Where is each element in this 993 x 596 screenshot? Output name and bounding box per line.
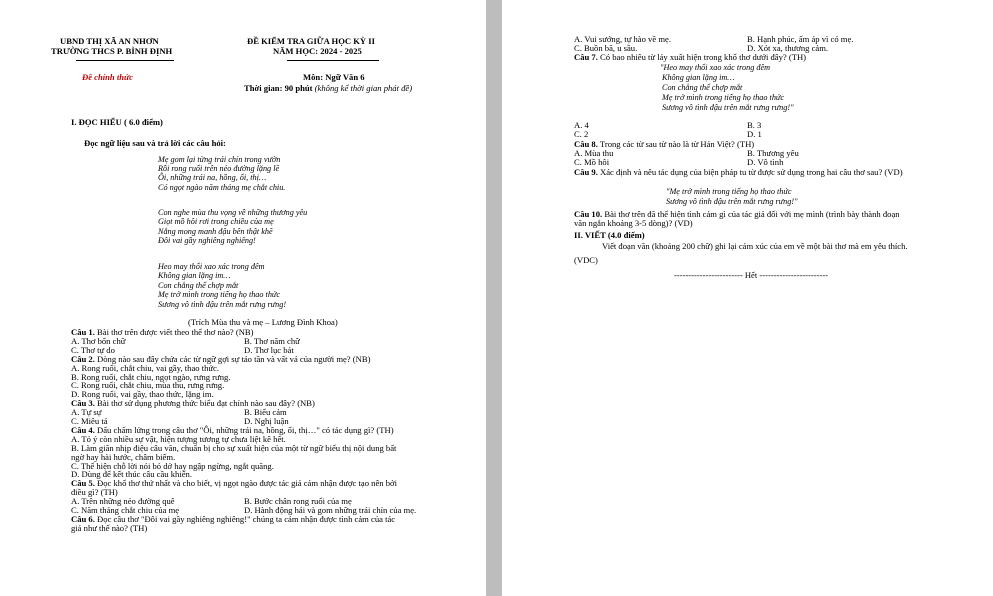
answer-option: C. Mồ hôi — [574, 157, 610, 168]
answer-option: C. Buồn bã, u sầu. — [574, 43, 638, 54]
poem-line: Ôi, những trái na, hồng, ổi, thị… — [158, 173, 267, 182]
answer-option: B. Hạnh phúc, ấm áp vì có mẹ. — [747, 34, 854, 44]
text-line: điều gì? (TH) — [71, 487, 118, 498]
question-line: Câu 1. Bài thơ trên được viết theo thể thơ nào? (NB) — [71, 327, 254, 337]
official-label: Đề chính thức — [82, 72, 133, 82]
poem-line: Con nghe mùa thu vọng về những thương yêu — [158, 208, 308, 217]
question-line: Câu 9. Xác định và nêu tác dụng của biện pháp tu từ được sử dụng trong hai câu thơ sau? (VD) — [574, 166, 903, 177]
text-line: ngờ hay hài hước, châm biếm. — [71, 451, 176, 462]
poem-line: Sương vô tình đậu trên mắt rưng rưng!" — [666, 197, 798, 206]
answer-option: B. Bước chân rong ruổi của mẹ — [244, 496, 352, 507]
poem-line: Giọt mồ hôi rơi trong chiều của mẹ — [158, 217, 274, 226]
question-line: Câu 6. Đọc câu thơ "Đôi vai gầy nghiêng nghiêng!" chúng ta cảm nhận được tình cảm của tác — [71, 513, 396, 524]
text-line: C. Rong ruổi, chắt chiu, mùa thu, rưng rưng. — [71, 380, 225, 391]
answer-option: A. Mùa thu — [574, 147, 614, 158]
answer-option: C. 2 — [574, 129, 589, 140]
exam-page-1 — [0, 0, 486, 596]
reading-instruction: Đọc ngữ liệu sau và trả lời các câu hỏi: — [84, 138, 226, 148]
poem-line: "Heo may thổi xao xác trong đêm — [660, 63, 770, 72]
poem-line: Mẹ gom lại từng trái chín trong vườn — [158, 155, 281, 164]
header-school: TRƯỜNG THCS P. BÌNH ĐỊNH — [51, 46, 173, 56]
header-district: UBND THỊ XÃ AN NHƠN — [60, 36, 159, 46]
text-line: C. Thể hiện chỗ lời nói bỏ dở hay ngập ngừng, ngắt quãng. — [71, 460, 274, 471]
text-line: giả như thế nào? (TH) — [71, 522, 148, 533]
question-line: Câu 5. Đọc khổ thơ thứ nhất và cho biết, vị ngọt ngào được tác giả cảm nhận được tạo nên bởi — [71, 478, 397, 489]
subject-label: Môn: Ngữ Văn 6 — [303, 72, 365, 82]
poem-line: Rồi rong ruổi trên nẻo đường lặng lẽ — [158, 164, 280, 173]
exam-time: Thời gian: 90 phút (không kể thời gian phát đề) — [244, 83, 413, 93]
question-line: Câu 3. Bài thơ sử dụng phương thức biểu đạt chính nào sau đây? (NB) — [71, 398, 315, 409]
question-line: Câu 10. Bài thơ trên đã thể hiện tình cảm gì của tác giả đối với mẹ mình (trình bày thành đoạn — [574, 209, 900, 219]
text-line: A. Tỏ ý còn nhiều sự vật, hiện tượng tương tự chưa liệt kê hết. — [71, 433, 286, 444]
header-underline-left — [76, 60, 174, 61]
text-line: B. Làm giãn nhịp điệu câu văn, chuẩn bị cho sự xuất hiện của một từ ngữ biểu thị nội dung bất — [71, 442, 397, 453]
answer-option: A. 4 — [574, 120, 589, 130]
question-line: II. VIẾT (4.0 điểm) — [574, 230, 645, 240]
text-line: Viết đoạn văn (khoảng 200 chữ) ghi lại cảm xúc của em về một bài thơ mà em yêu thích. — [602, 241, 908, 251]
question-line: Câu 8. Trong các từ sau từ nào là từ Hán Việt? (TH) — [574, 138, 755, 149]
text-line: văn ngắn khoảng 3-5 dòng)? (VD) — [574, 218, 693, 228]
poem-line: Heo may thổi xao xác trong đêm — [158, 262, 265, 271]
answer-option: D. Xót xa, thương cảm. — [747, 43, 829, 54]
poem-line: Con chẳng thể chợp mắt — [158, 281, 239, 290]
poem-line: Có ngọt ngào năm tháng mẹ chắt chiu. — [158, 183, 286, 192]
question-line: Câu 4. Dấu chấm lửng trong câu thơ "Ôi, những trái na, hồng, ổi, thị…" có tác dụng gì? (TH) — [71, 424, 394, 435]
answer-option: D. Thơ lục bát — [244, 344, 294, 355]
text-line: D. Rong ruổi, vai gầy, thao thức, lặng im. — [71, 389, 214, 400]
poem-line: Mẹ trở mình trong tiếng họ thao thức — [662, 93, 785, 102]
exam-page-2 — [502, 0, 993, 596]
answer-option: C. Thơ tự do — [71, 344, 115, 355]
answer-option: C. Miêu tả — [71, 416, 108, 426]
poem-line: Không gian lặng im… — [662, 73, 735, 82]
poem-line: Đôi vai gầy nghiêng nghiêng! — [158, 236, 256, 245]
answer-option: A. Vui sướng, tự hào về mẹ. — [574, 34, 671, 44]
answer-option: C. Năm tháng chắt chiu của mẹ — [71, 505, 180, 515]
poem-line: "Mẹ trở mình trong tiếng họ thao thức — [666, 187, 792, 196]
answer-option: A. Trên những nẻo đường quê — [71, 496, 175, 507]
answer-option: D. Hành động hái và gom những trái chín của mẹ. — [244, 505, 417, 515]
answer-option: D. Nghị luận — [244, 416, 289, 426]
poem-line: Con chẳng thể chợp mắt — [662, 83, 743, 92]
poem-line: Mẹ trở mình trong tiếng họ thao thức — [158, 290, 281, 299]
school-year: NĂM HỌC: 2024 - 2025 — [273, 46, 362, 56]
header-underline-right — [287, 60, 379, 61]
poem-source: (Trích Mùa thu và mẹ – Lương Đình Khoa) — [188, 317, 338, 327]
text-line: B. Rong ruổi, chắt chiu, ngọt ngào, rưng rưng. — [71, 371, 231, 382]
poem-line: Sương vô tình đậu trên mắt rưng rưng! — [158, 300, 287, 309]
question-line: Câu 7. Có bao nhiêu từ láy xuất hiện trong khổ thơ dưới đây? (TH) — [574, 52, 807, 63]
poem-line: Không gian lặng im… — [158, 271, 231, 280]
text-line: D. Dùng để kết thúc câu cầu khiến. — [71, 469, 192, 480]
answer-option: D. Vô tình — [747, 157, 784, 168]
question-line: Câu 2. Dòng nào sau đây chứa các từ ngữ gợi sự tảo tần và vất vả của người mẹ? (NB) — [71, 353, 371, 364]
answer-option: A. Tự sự — [71, 407, 102, 418]
answer-option: B. Thơ năm chữ — [244, 335, 300, 346]
answer-option: A. Thơ bốn chữ — [71, 335, 126, 346]
poem-line: Sương vô tình đậu trên mắt rưng rưng!" — [662, 103, 794, 112]
answer-option: D. 1 — [747, 129, 762, 140]
exam-title: ĐỀ KIỂM TRA GIỮA HỌC KỲ II — [247, 36, 375, 46]
text-line: A. Rong ruổi, chắt chiu, vai gầy, thao thức. — [71, 362, 220, 373]
text-line: (VDC) — [574, 255, 598, 265]
answer-option: B. Thương yêu — [747, 147, 799, 158]
poem-line: Nắng mong manh đậu bên thật khẽ — [158, 227, 273, 236]
answer-option: B. Biểu cảm — [244, 407, 287, 418]
section-reading: I. ĐỌC HIỂU ( 6.0 điểm) — [71, 117, 163, 127]
answer-option: B. 3 — [747, 120, 762, 130]
end-marker: ------------------------ Hết ------------------------ — [674, 270, 829, 280]
